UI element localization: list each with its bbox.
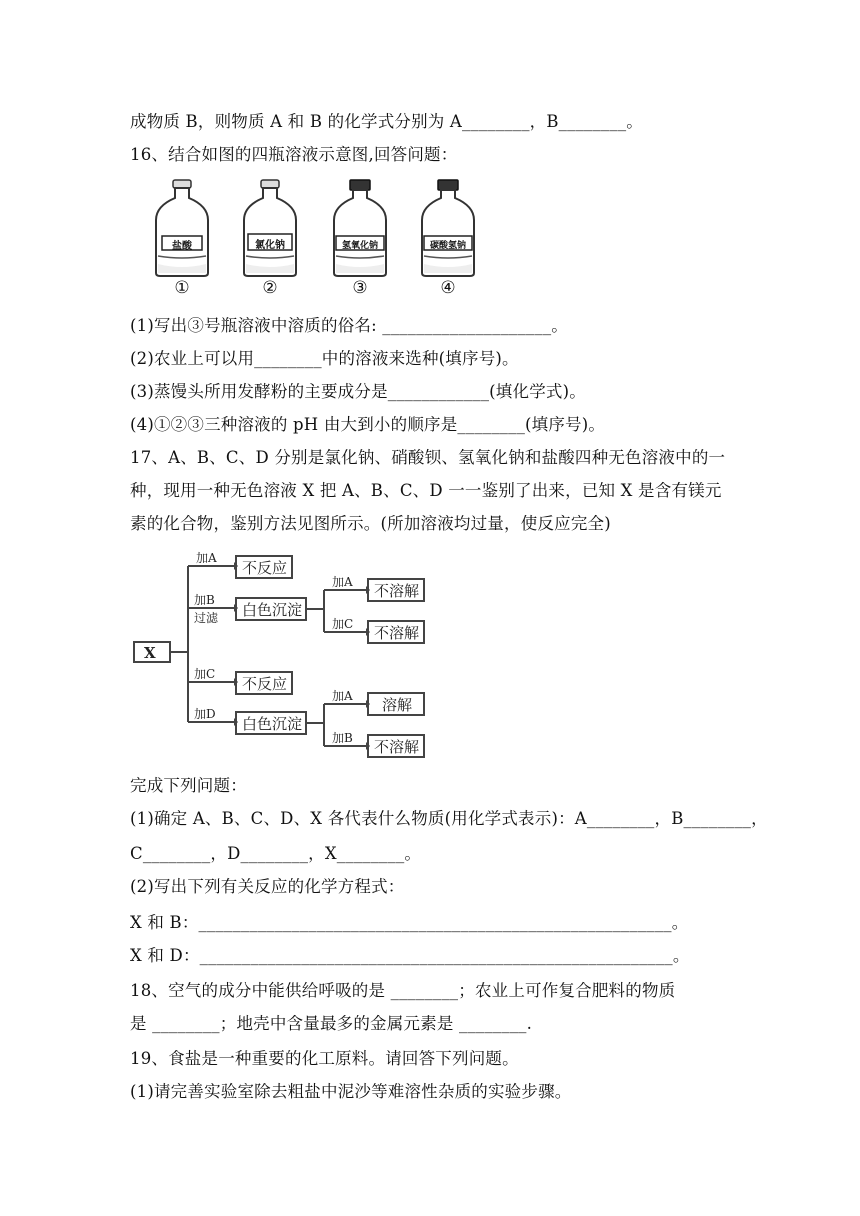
question-17-line2: 种，现用一种无色溶液 X 把 A、B、C、D 一一鉴别了出来，已知 X 是含有镁元 bbox=[130, 481, 722, 500]
q17-part1-line2: C________，D________，X________。 bbox=[130, 844, 422, 863]
flow-edge-2b: 过滤 bbox=[194, 611, 219, 625]
flow-result-4a: 溶解 bbox=[382, 696, 413, 714]
question-18: 18、空气的成分中能供给呼吸的是 ________；农业上可作复合肥料的物质 bbox=[130, 981, 676, 1000]
bottles-figure bbox=[150, 178, 480, 303]
q16-part3: (3)蒸馒头所用发酵粉的主要成分是____________(填化学式)。 bbox=[130, 382, 586, 401]
q17-eq-xd: X 和 D：________________________________________________________。 bbox=[130, 946, 690, 965]
instruction-line: 完成下列问题： bbox=[130, 776, 247, 795]
bottle-1-number: ① bbox=[174, 278, 190, 298]
flow-result-4: 白色沉淀 bbox=[242, 715, 303, 733]
bottle-2-number: ② bbox=[262, 278, 278, 298]
flow-x-label: X bbox=[144, 644, 156, 662]
text-line: 成物质 B，则物质 A 和 B 的化学式分别为 A________，B________。 bbox=[130, 112, 643, 131]
q19-part1: (1)请完善实验室除去粗盐中泥沙等难溶性杂质的实验步骤。 bbox=[130, 1082, 572, 1101]
flow-result-3: 不反应 bbox=[242, 675, 288, 693]
bottle-1-label: 盐酸 bbox=[172, 241, 192, 252]
flow-result-2a: 不溶解 bbox=[374, 582, 420, 600]
question-17: 17、A、B、C、D 分别是氯化钠、硝酸钡、氢氧化钠和盐酸四种无色溶液中的一 bbox=[130, 448, 726, 467]
flow-edge-3: 加C bbox=[194, 667, 216, 681]
bottle-3-label: 氢氧化钠 bbox=[341, 241, 378, 251]
flow-result-4b: 不溶解 bbox=[374, 738, 420, 756]
flow-edge-4-sub1: 加A bbox=[332, 689, 353, 703]
bottle-2-label: 氯化钠 bbox=[255, 240, 285, 251]
q16-part1: (1)写出③号瓶溶液中溶质的俗名: ____________________。 bbox=[130, 316, 568, 335]
flow-edge-2-sub2: 加C bbox=[332, 617, 354, 631]
q17-eq-xb: X 和 B：________________________________________________________。 bbox=[130, 913, 689, 932]
flow-result-1: 不反应 bbox=[242, 559, 288, 577]
q17-part1: (1)确定 A、B、C、D、X 各代表什么物质(用化学式表示)：A________，B________， bbox=[130, 809, 768, 828]
flow-edge-4: 加D bbox=[194, 707, 216, 721]
question-18-line2: 是 ________；地壳中含量最多的金属元素是 ________. bbox=[130, 1014, 533, 1033]
flow-result-2b: 不溶解 bbox=[374, 624, 420, 642]
bottle-4-number: ④ bbox=[440, 278, 456, 298]
flow-edge-2: 加B bbox=[194, 593, 215, 607]
question-16: 16、结合如图的四瓶溶液示意图,回答问题： bbox=[130, 145, 458, 164]
flow-edge-2-sub1: 加A bbox=[332, 575, 353, 589]
flow-edge-4-sub2: 加B bbox=[332, 731, 353, 745]
q17-part2: (2)写出下列有关反应的化学方程式： bbox=[130, 877, 405, 896]
q16-part4: (4)①②③三种溶液的 pH 由大到小的顺序是________(填序号)。 bbox=[130, 415, 606, 434]
question-17-line3: 素的化合物，鉴别方法见图所示。(所加溶液均过量，使反应完全) bbox=[130, 514, 611, 533]
flow-edge-1: 加A bbox=[196, 551, 217, 565]
flow-result-2: 白色沉淀 bbox=[242, 601, 303, 619]
identification-flowchart bbox=[128, 546, 438, 768]
q16-part2: (2)农业上可以用________中的溶液来选种(填序号)。 bbox=[130, 349, 519, 368]
bottle-3-number: ③ bbox=[352, 278, 368, 298]
question-19: 19、食盐是一种重要的化工原料。请回答下列问题。 bbox=[130, 1049, 519, 1068]
bottle-4-label: 碳酸氢钠 bbox=[429, 241, 466, 251]
